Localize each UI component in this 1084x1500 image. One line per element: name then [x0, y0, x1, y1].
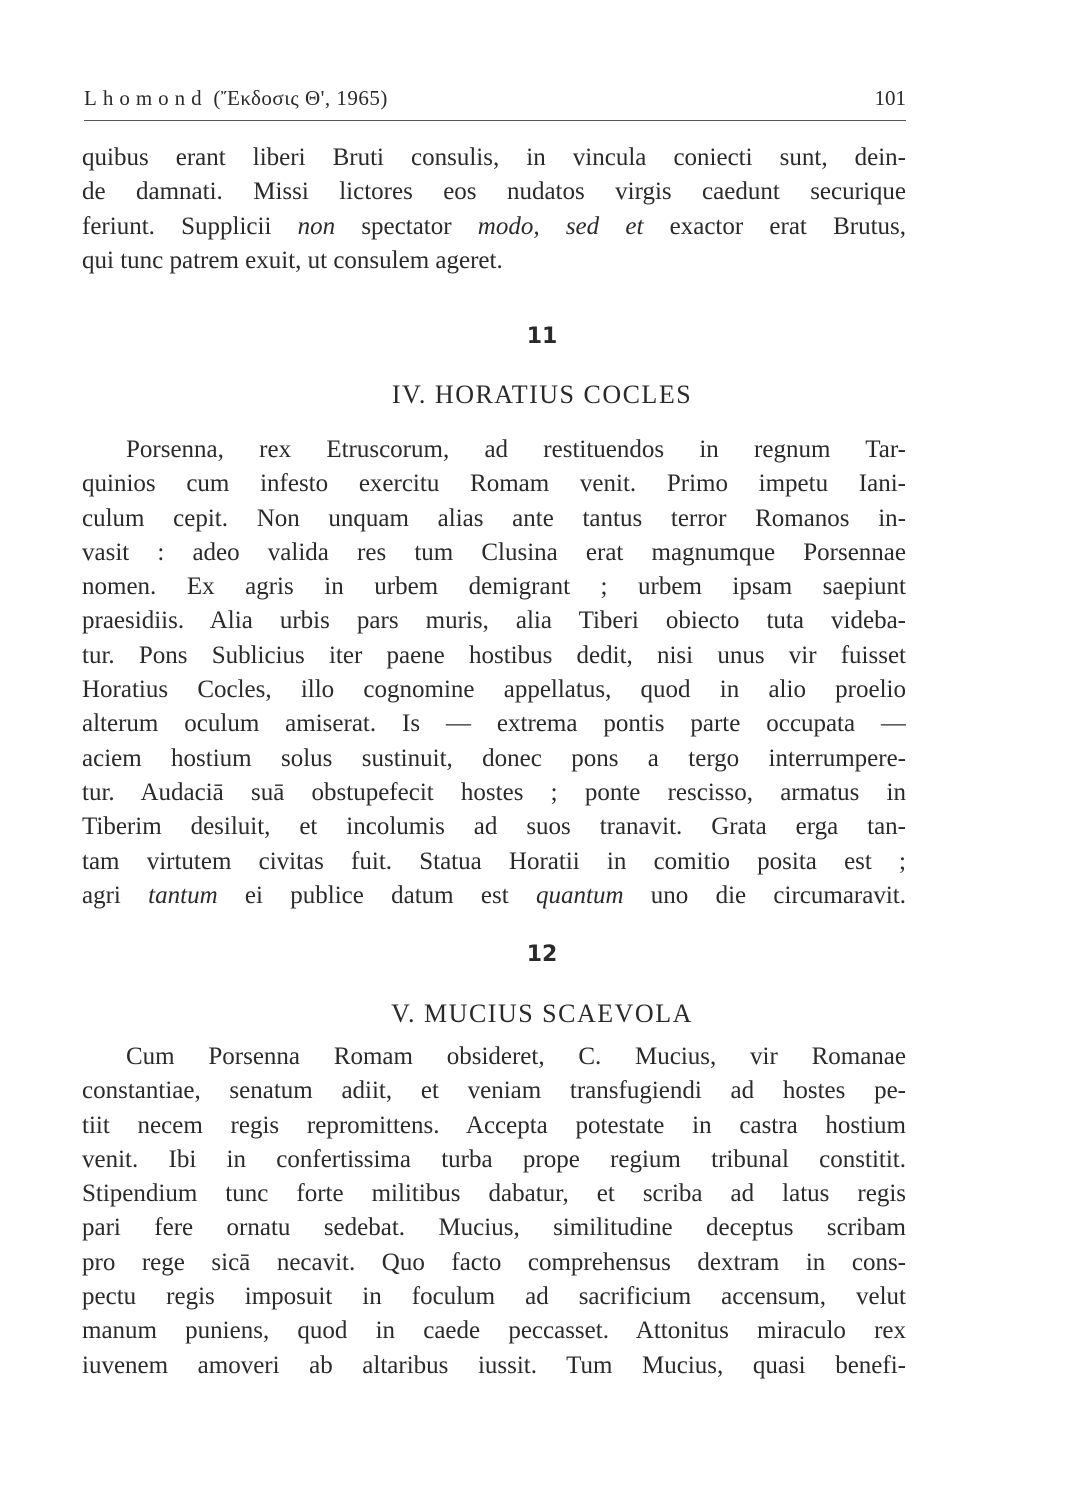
text-line: pari fere ornatu sedebat. Mucius, similitudine deceptus scribam [82, 1214, 906, 1242]
section-number-12: 12 [526, 942, 558, 967]
section-title-mucius: V. MUCIUS SCAEVOLA [391, 999, 693, 1028]
text-line: nomen. Ex agris in urbem demigrant ; urbem ipsam saepiunt [82, 573, 906, 601]
header-author: Lhomond [84, 86, 208, 110]
italic-word: modo, [477, 212, 540, 240]
text-line: pro rege sicā necavit. Quo facto comprehensus dextram in cons- [82, 1248, 906, 1276]
section-number-11: 11 [526, 324, 558, 349]
text-line: constantiae, senatum adiit, et veniam transfugiendi ad hostes pe- [82, 1077, 906, 1105]
text-line: aciem hostium solus sustinuit, donec pons a tergo interrumpere- [82, 744, 906, 772]
section-11-text [82, 433, 906, 913]
text-line: manum puniens, quod in caede peccasset. Attonitus miraculo rex [82, 1317, 906, 1345]
text-line: Stipendium tunc forte militibus dabatur, et scriba ad latus regis [82, 1180, 906, 1208]
running-header [84, 86, 906, 121]
text-line: tam virtutem civitas fuit. Statua Horatii in comitio posita est ; [82, 847, 906, 875]
text-line: pectu regis imposuit in foculum ad sacrificium accensum, velut [82, 1283, 906, 1311]
italic-word: et [625, 212, 644, 240]
text-line: quibus erant liberi Bruti consulis, in vincula coniecti sunt, dein- [82, 144, 906, 171]
italic-word: quantum [536, 881, 624, 909]
text-line: tiit necem regis repromittens. Accepta potestate in castra hostium [82, 1111, 906, 1139]
text-line: vasit : adeo valida res tum Clusina erat magnumque Porsennae [82, 538, 906, 566]
text-line: Horatius Cocles, illo cognomine appellatus, quod in alio proelio [82, 676, 906, 704]
text-line: de damnati. Missi lictores eos nudatos virgis caedunt securique [82, 178, 906, 206]
section-12-text [82, 1040, 906, 1383]
header-edition: (Ἔκδοσις Θ', 1965) [213, 86, 388, 110]
text-line: feriunt. Supplicii non spectator modo, sed et exactor erat Brutus, [82, 212, 906, 240]
text-line: tur. Pons Sublicius iter paene hostibus dedit, nisi unus vir fuisset [82, 641, 906, 669]
text-line: alterum oculum amiserat. Is — extrema pontis parte occupata — [82, 710, 906, 738]
text-line: Porsenna, rex Etruscorum, ad restituendos in regnum Tar- [126, 436, 906, 463]
page-number: 101 [874, 86, 906, 110]
text-line: culum cepit. Non unquam alias ante tantus terror Romanos in- [82, 504, 906, 532]
italic-word: non [297, 212, 336, 240]
intro-paragraph [82, 141, 906, 278]
text-line: Cum Porsenna Romam obsideret, C. Mucius, vir Romanae [126, 1043, 906, 1070]
text-line: qui tunc patrem exuit, ut consulem ageret. [82, 246, 503, 274]
italic-word: sed [565, 212, 600, 240]
text-line: quinios cum infesto exercitu Romam venit. Primo impetu Iani- [82, 470, 906, 498]
text-line: agri tantum ei publice datum est quantum uno die circumaravit. [82, 881, 906, 909]
section-title-horatius: IV. HORATIUS COCLES [391, 380, 693, 409]
text-line: tur. Audaciā suā obstupefecit hostes ; ponte rescisso, armatus in [82, 778, 906, 806]
italic-word: tantum [148, 881, 218, 909]
text-line: venit. Ibi in confertissima turba prope regium tribunal constitit. [82, 1145, 906, 1173]
text-line: praesidiis. Alia urbis pars muris, alia Tiberi obiecto tuta videba- [82, 607, 906, 635]
running-title [84, 86, 388, 111]
text-line: Tiberim desiluit, et incolumis ad suos tranavit. Grata erga tan- [82, 813, 906, 841]
text-line: iuvenem amoveri ab altaribus iussit. Tum Mucius, quasi benefi- [82, 1351, 906, 1379]
